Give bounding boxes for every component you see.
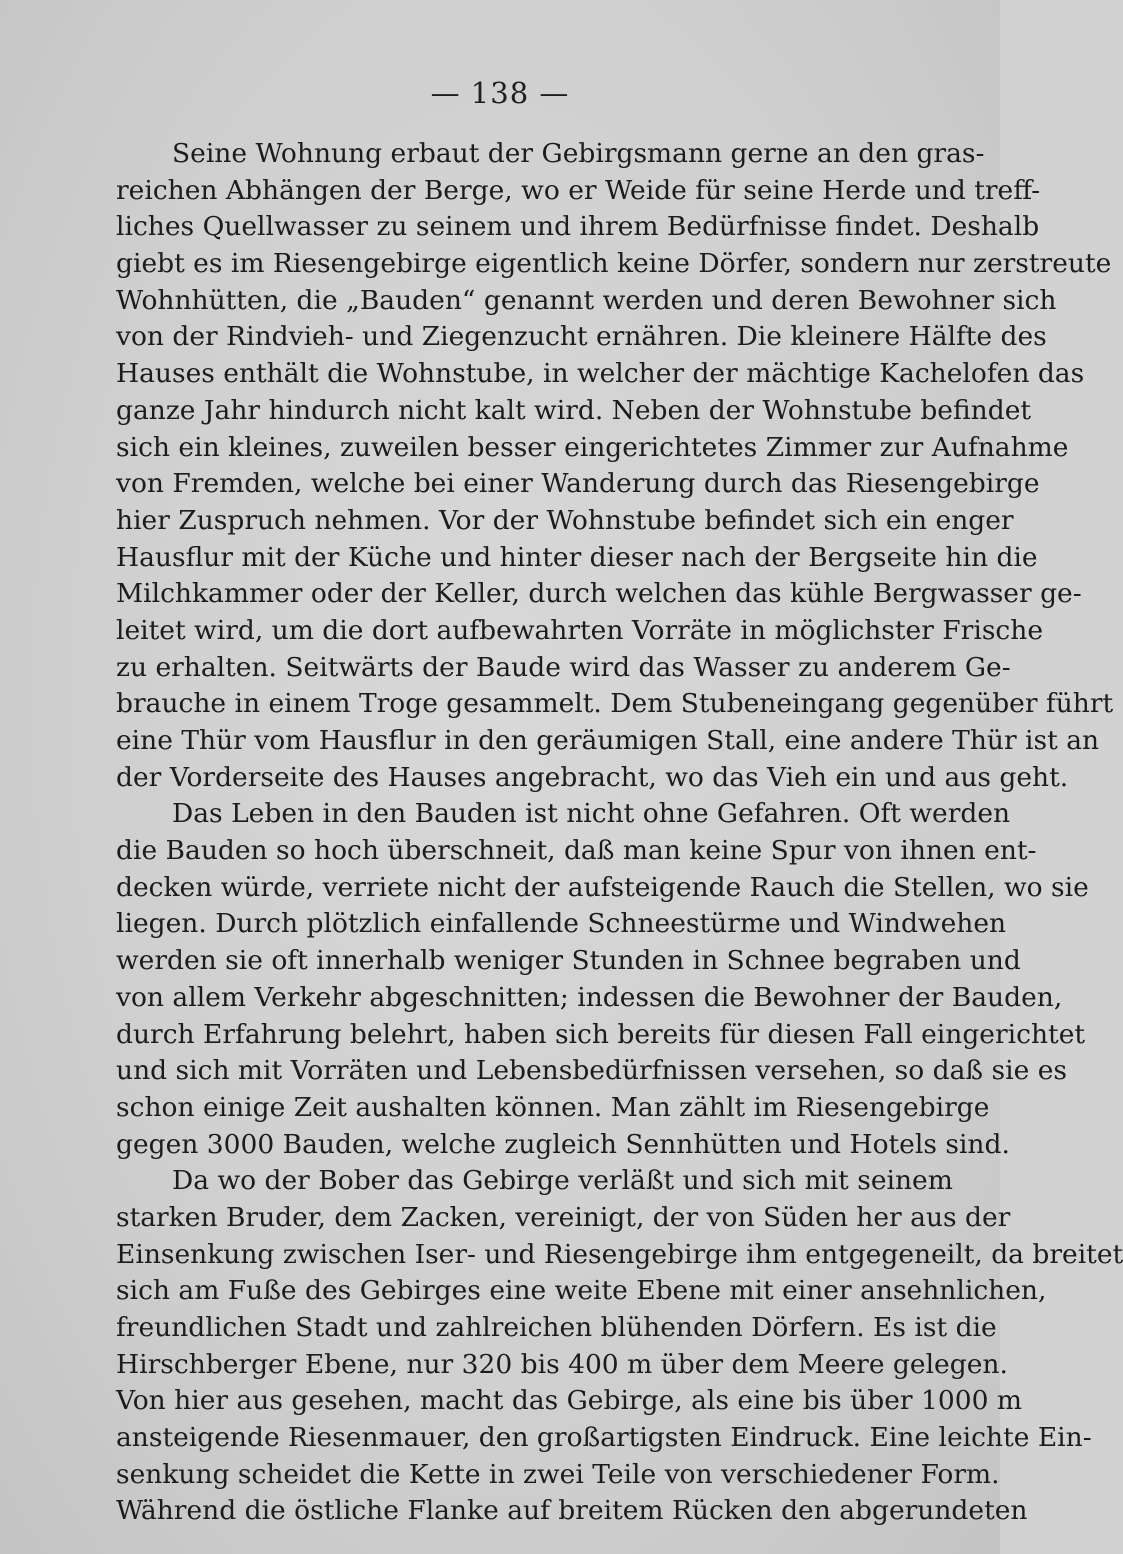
text-line: hier Zuspruch nehmen. Vor der Wohnstube befindet sich ein enger	[116, 504, 1014, 536]
text-line: von allem Verkehr abgeschnitten; indessen die Bewohner der Bauden,	[116, 981, 1063, 1013]
body-text	[116, 136, 1123, 1530]
text-line: von Fremden, welche bei einer Wanderung durch das Riesengebirge	[116, 468, 1040, 500]
text-line: brauche in einem Troge gesammelt. Dem Stubeneingang gegenüber führt	[116, 688, 1114, 720]
text-line: Hausflur mit der Küche und hinter dieser nach der Bergseite hin die	[116, 541, 1038, 573]
text-line: und sich mit Vorräten und Lebensbedürfnissen versehen, so daß sie es	[116, 1055, 1067, 1087]
text-line: durch Erfahrung belehrt, haben sich bereits für diesen Fall eingerichtet	[116, 1018, 1086, 1050]
text-line: liegen. Durch plötzlich einfallende Schneestürme und Windwehen	[116, 908, 1007, 940]
text-line: der Vorderseite des Hauses angebracht, wo das Vieh ein und aus geht.	[116, 761, 1069, 793]
text-line: freundlichen Stadt und zahlreichen blühenden Dörfern. Es ist die	[116, 1312, 997, 1343]
text-line: Das Leben in den Bauden ist nicht ohne Gefahren. Oft werden	[172, 798, 1011, 830]
text-line: senkung scheidet die Kette in zwei Teile von verschiedener Form.	[116, 1458, 1000, 1490]
text-line: giebt es im Riesengebirge eigentlich keine Dörfer, sondern nur zerstreute	[116, 248, 1112, 280]
text-line: zu erhalten. Seitwärts der Baude wird das Wasser zu anderem Ge-	[116, 651, 1011, 683]
text-line: Hirschberger Ebene, nur 320 bis 400 m über dem Meere gelegen.	[116, 1348, 1008, 1380]
text-line: ganze Jahr hindurch nicht kalt wird. Neben der Wohnstube befindet	[116, 394, 1032, 426]
page-number: — 138 —	[430, 76, 570, 110]
text-line: Von hier aus gesehen, macht das Gebirge, als eine bis über 1000 m	[116, 1385, 1022, 1417]
text-line: die Bauden so hoch überschneit, daß man keine Spur von ihnen ent-	[116, 835, 1037, 867]
text-line: gegen 3000 Bauden, welche zugleich Sennhütten und Hotels sind.	[116, 1128, 1010, 1160]
text-line: Milchkammer oder der Keller, durch welchen das kühle Bergwasser ge-	[116, 578, 1082, 610]
text-line: liches Quellwasser zu seinem und ihrem Bedürfnisse findet. Deshalb	[116, 211, 1040, 243]
text-line: decken würde, verriete nicht der aufsteigende Rauch die Stellen, wo sie	[116, 871, 1089, 903]
text-line: ansteigende Riesenmauer, den großartigsten Eindruck. Eine leichte Ein-	[116, 1422, 1092, 1454]
text-line: von der Rindvieh- und Ziegenzucht ernähren. Die kleinere Hälfte des	[116, 321, 1047, 353]
text-line: schon einige Zeit aushalten können. Man zählt im Riesengebirge	[116, 1091, 990, 1123]
text-line: Da wo der Bober das Gebirge verläßt und sich mit seinem	[172, 1165, 953, 1197]
text-line: starken Bruder, dem Zacken, vereinigt, der von Süden her aus der	[116, 1201, 1011, 1233]
text-line: reichen Abhängen der Berge, wo er Weide für seine Herde und treff-	[116, 174, 1041, 206]
text-line: leitet wird, um die dort aufbewahrten Vorräte in möglichster Frische	[116, 614, 1044, 646]
text-line: Hauses enthält die Wohnstube, in welcher der mächtige Kachelofen das	[116, 358, 1085, 390]
text-line: Seine Wohnung erbaut der Gebirgsmann gerne an den gras-	[172, 138, 985, 169]
text-line: Während die östliche Flanke auf breitem Rücken den abgerundeten	[116, 1495, 1028, 1527]
text-line: Einsenkung zwischen Iser- und Riesengebirge ihm entgegeneilt, da breitet	[116, 1238, 1123, 1270]
text-line: werden sie oft innerhalb weniger Stunden in Schnee begraben und	[116, 945, 1021, 977]
text-line: Wohnhütten, die „Bauden“ genannt werden und deren Bewohner sich	[116, 284, 1057, 316]
text-line: sich ein kleines, zuweilen besser eingerichtetes Zimmer zur Aufnahme	[116, 431, 1069, 463]
text-line: sich am Fuße des Gebirges eine weite Ebene mit einer ansehnlichen,	[116, 1275, 1047, 1307]
text-line: eine Thür vom Hausflur in den geräumigen Stall, eine andere Thür ist an	[116, 725, 1100, 756]
